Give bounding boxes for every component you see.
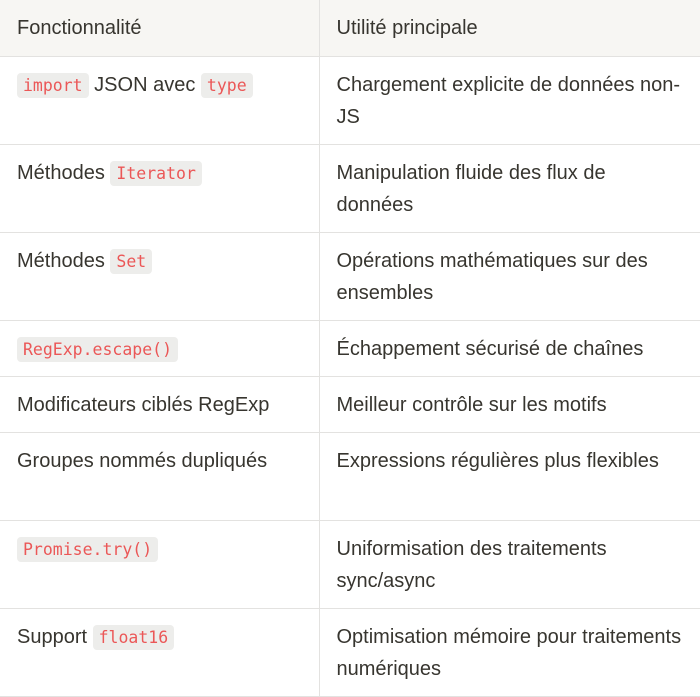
feature-cell [0,376,319,432]
feature-cell [0,56,319,144]
column-header-utility: Utilité principale [319,0,700,56]
utility-cell: Chargement explicite de données non-JS [319,56,700,144]
feature-text: Groupes nommés dupliqués [17,449,268,472]
feature-cell [0,608,319,696]
utility-cell: Manipulation fluide des flux de données [319,144,700,232]
inline-code: Promise.try() [17,537,158,562]
table-row [0,144,700,232]
feature-cell [0,232,319,320]
utility-cell: Expressions régulières plus flexibles [319,432,700,520]
feature-cell [0,144,319,232]
feature-text: Modificateurs ciblés RegExp [17,393,270,416]
utility-cell: Optimisation mémoire pour traitements numériques [319,608,700,696]
inline-code: Iterator [110,161,201,186]
inline-code: float16 [93,625,175,650]
feature-cell [0,520,319,608]
feature-text: Méthodes [17,249,105,272]
feature-cell [0,320,319,376]
table-row [0,376,700,432]
table-header-row [0,0,700,56]
inline-code: Set [110,249,152,274]
feature-text: JSON avec [94,73,196,96]
utility-cell: Opérations mathématiques sur des ensembles [319,232,700,320]
table-row [0,520,700,608]
utility-cell: Meilleur contrôle sur les motifs [319,376,700,432]
feature-text: Méthodes [17,161,105,184]
inline-code: RegExp.escape() [17,337,178,362]
utility-cell: Échappement sécurisé de chaînes [319,320,700,376]
utility-cell: Uniformisation des traitements sync/async [319,520,700,608]
table-row [0,320,700,376]
inline-code: import [17,73,89,98]
inline-code: type [201,73,253,98]
table-row [0,56,700,144]
table-row [0,608,700,696]
feature-cell [0,432,319,520]
table-row [0,232,700,320]
table-row [0,432,700,520]
column-header-feature: Fonctionnalité [0,0,319,56]
feature-text: Support [17,625,88,648]
